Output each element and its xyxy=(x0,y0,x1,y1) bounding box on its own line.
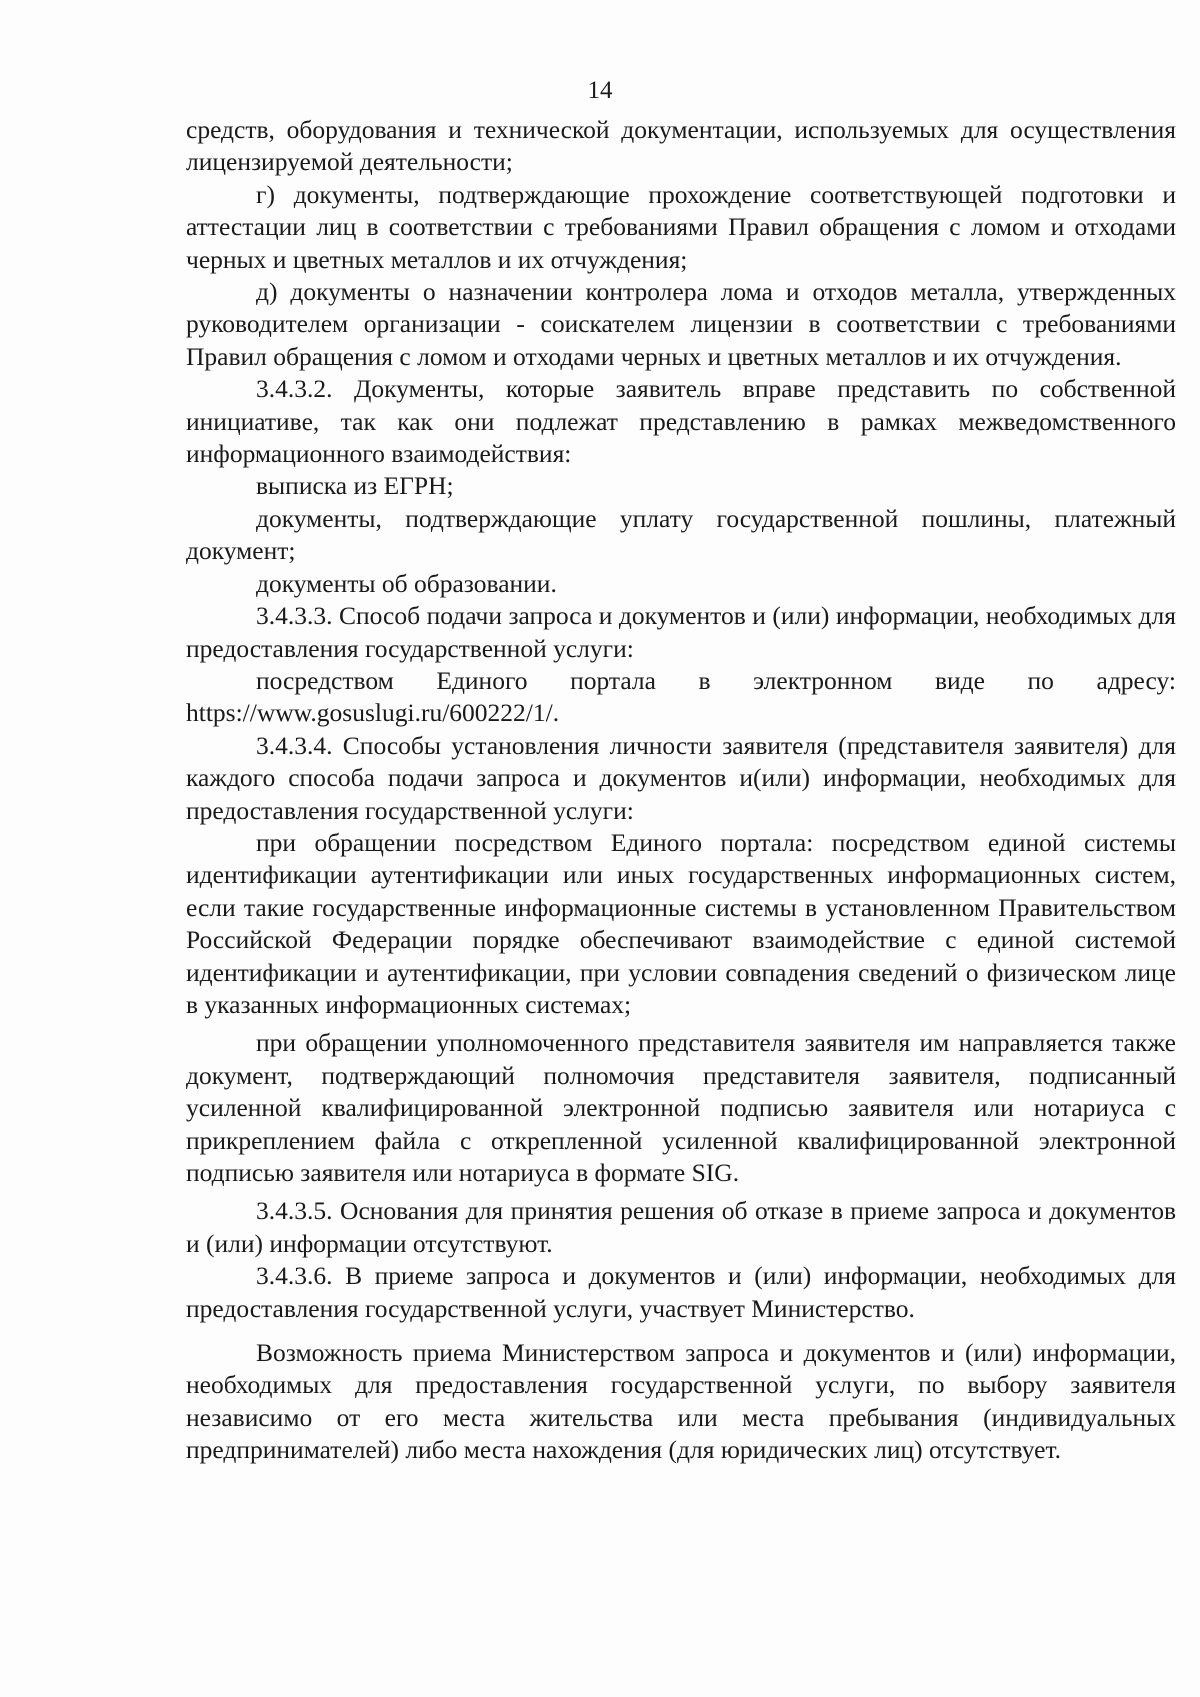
list-item-fee: документы, подтверждающие уплату государственной пошлины, платежный документ; xyxy=(186,503,1176,566)
paragraph-continuation: средств, оборудования и технической документации, используемых для осуществления лицензируемой деятельности; xyxy=(186,115,1176,177)
clause-3-4-3-5: 3.4.3.5. Основания для принятия решения об отказе в приеме запроса и документов и (или) информации отсутствуют. xyxy=(186,1196,1176,1258)
clause-3-4-3-6: 3.4.3.6. В приеме запроса и документов и (или) информации, необходимых для предоставления государственной услуги, участвует Министерство. xyxy=(186,1261,1176,1323)
list-item-d: д) документы о назначении контролера лома и отходов металла, утвержденных руководителем организации - соискателем лицензии в соответствии с требованиями Правил обращения с ломом и отходами черных и цветных металлов и их отчуждения. xyxy=(186,277,1176,371)
list-item-g: г) документы, подтверждающие прохождение соответствующей подготовки и аттестации лиц в соответствии с требованиями Правил обращения с ломом и отходами черных и цветных металлов и их отчуждения; xyxy=(186,179,1176,274)
clause-3-4-3-3: 3.4.3.3. Способ подачи запроса и документов и (или) информации, необходимых для предоставления государственной услуги: xyxy=(186,601,1176,663)
authorized-representative: при обращении уполномоченного представителя заявителя им направляется также документ, подтверждающий полномочия представителя заявителя, подписанный усиленной квалифицированной электронной подписью заявителя или нотариуса с прикреплением файла с открепленной усиленной квалифицированной электронной подписью заявителя или нотариуса в формате SIG. xyxy=(186,1028,1176,1187)
clause-3-4-3-2: 3.4.3.2. Документы, которые заявитель вправе представить по собственной инициативе, так как они подлежат представлению в рамках межведомственного информационного взаимодействия: xyxy=(186,374,1176,469)
portal-address: посредством Единого портала в электронном виде по адресу: https://www.gosuslugi.ru/600222/1/. xyxy=(186,665,1176,728)
page-number: 14 xyxy=(587,77,613,104)
identification-via-portal: при обращении посредством Единого портала: посредством единой системы идентификации аутентификации или иных государственных информационных систем, если такие государственные информационные системы в установленном Правительством Российской Федерации порядке обеспечивают взаимодействие с единой системой идентификации и аутентификации, при условии совпадения сведений о физическом лице в указанных информационных системах; xyxy=(186,827,1176,1019)
document-body xyxy=(186,114,1176,1467)
reception-possibility: Возможность приема Министерством запроса и документов и (или) информации, необходимых для предоставления государственной услуги, по выбору заявителя независимо от его места жительства или места пребывания (индивидуальных предпринимателей) либо места нахождения (для юридических лиц) отсутствует. xyxy=(186,1338,1176,1465)
list-item-egrn: выписка из ЕГРН; xyxy=(256,471,454,501)
list-item-education: документы об образовании. xyxy=(256,568,557,598)
clause-3-4-3-4: 3.4.3.4. Способы установления личности заявителя (представителя заявителя) для каждого способа подачи запроса и документов и(или) информации, необходимых для предоставления государственной услуги: xyxy=(186,730,1176,825)
